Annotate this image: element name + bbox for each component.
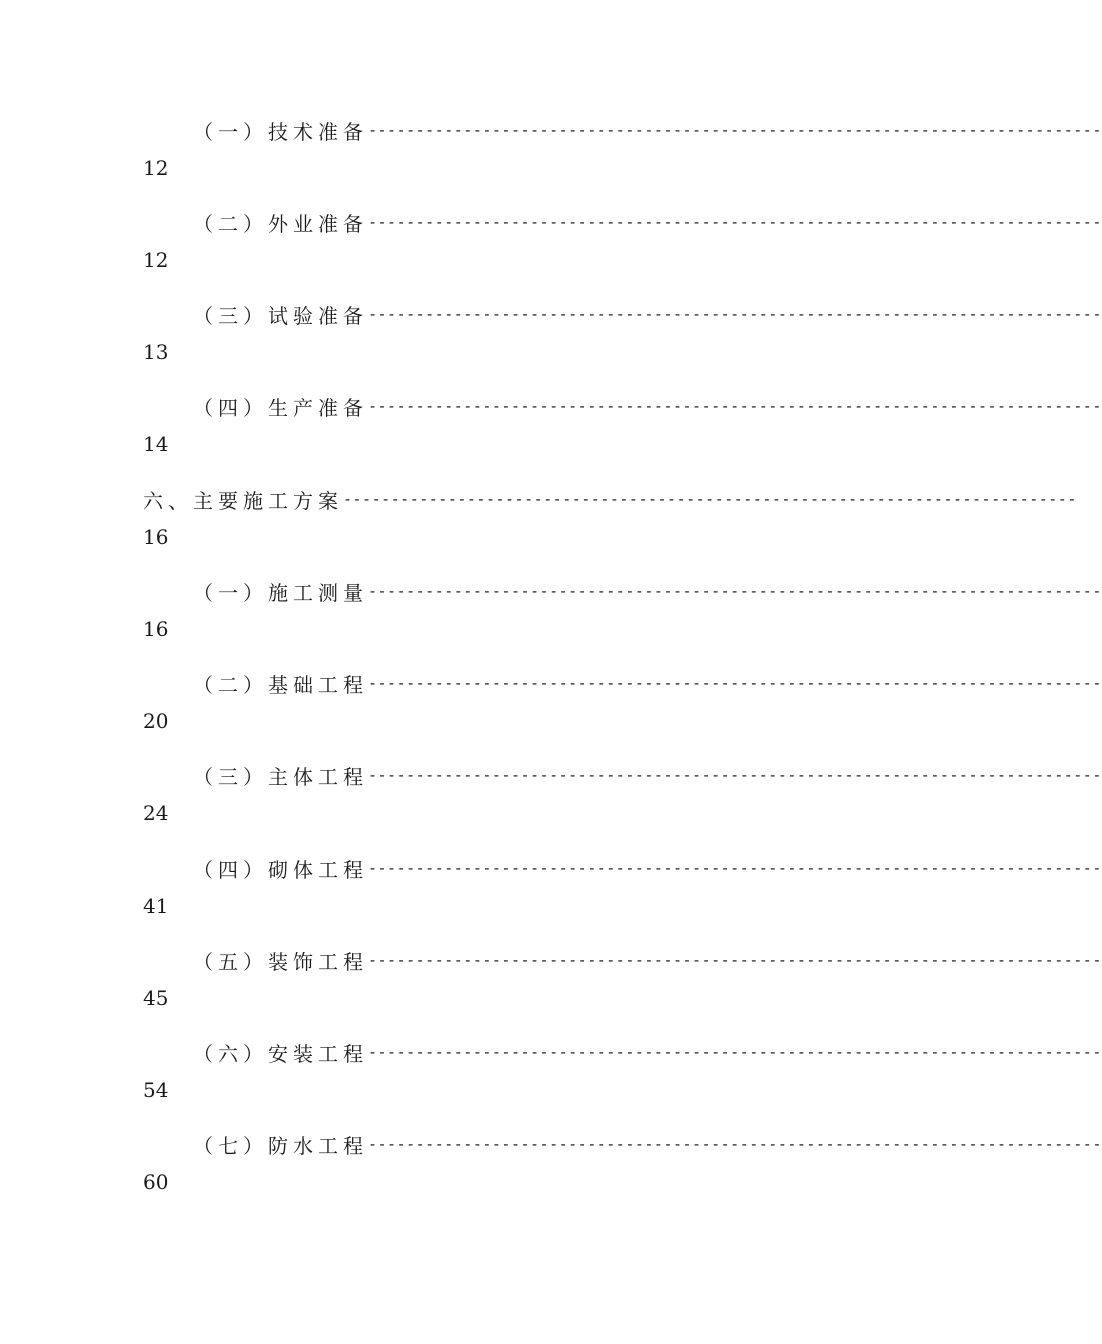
toc-title: （七）防水工程 <box>193 1133 368 1158</box>
toc-title: （二）基础工程 <box>193 672 368 697</box>
toc-leader: ----------------------------------------------------------------------------- <box>368 674 1102 692</box>
toc-line <box>193 761 1102 789</box>
toc-page-number: 12 <box>143 156 169 180</box>
toc-page-number: 14 <box>143 432 169 456</box>
toc-leader: ----------------------------------------------------------------------------- <box>368 213 1102 231</box>
toc-leader: ----------------------------------------------------------------------------- <box>368 121 1102 139</box>
toc-line <box>193 1130 1102 1158</box>
toc-page-number: 13 <box>143 340 169 364</box>
toc-title: （三）主体工程 <box>193 764 368 789</box>
toc-title: （六）安装工程 <box>193 1041 368 1066</box>
toc-line <box>143 485 1077 513</box>
toc-page-number: 41 <box>143 894 169 918</box>
toc-page-number: 45 <box>143 986 169 1010</box>
toc-title: （四）砌体工程 <box>193 857 368 882</box>
toc-line <box>193 392 1102 420</box>
toc-line <box>193 577 1102 605</box>
toc-title: 六、主要施工方案 <box>143 488 343 513</box>
toc-line <box>193 669 1102 697</box>
toc-leader: ----------------------------------------------------------------------------- <box>368 305 1102 323</box>
toc-leader: ----------------------------------------------------------------------------- <box>343 490 1077 508</box>
toc-title: （一）技术准备 <box>193 119 368 144</box>
toc-line <box>193 208 1102 236</box>
toc-page-number: 60 <box>143 1170 169 1194</box>
toc-page-number: 16 <box>143 617 169 641</box>
toc-line <box>193 854 1102 882</box>
toc-page-number: 24 <box>143 801 169 825</box>
toc-leader: ----------------------------------------------------------------------------- <box>368 1043 1102 1061</box>
toc-leader: ----------------------------------------------------------------------------- <box>368 397 1102 415</box>
toc-title: （三）试验准备 <box>193 303 368 328</box>
toc-page-number: 12 <box>143 248 169 272</box>
toc-title: （一）施工测量 <box>193 580 368 605</box>
toc-leader: ----------------------------------------------------------------------------- <box>368 766 1102 784</box>
toc-line <box>193 946 1102 974</box>
toc-leader: ----------------------------------------------------------------------------- <box>368 951 1102 969</box>
toc-line <box>193 1038 1102 1066</box>
toc-page-number: 16 <box>143 525 169 549</box>
toc-line <box>193 116 1102 144</box>
toc-title: （四）生产准备 <box>193 395 368 420</box>
toc-leader: ----------------------------------------------------------------------------- <box>368 859 1102 877</box>
toc-leader: ----------------------------------------------------------------------------- <box>368 1135 1102 1153</box>
toc-title: （五）装饰工程 <box>193 949 368 974</box>
toc-leader: ----------------------------------------------------------------------------- <box>368 582 1102 600</box>
toc-title: （二）外业准备 <box>193 211 368 236</box>
toc-line <box>193 300 1102 328</box>
toc-page-number: 20 <box>143 709 169 733</box>
toc-page-number: 54 <box>143 1078 169 1102</box>
